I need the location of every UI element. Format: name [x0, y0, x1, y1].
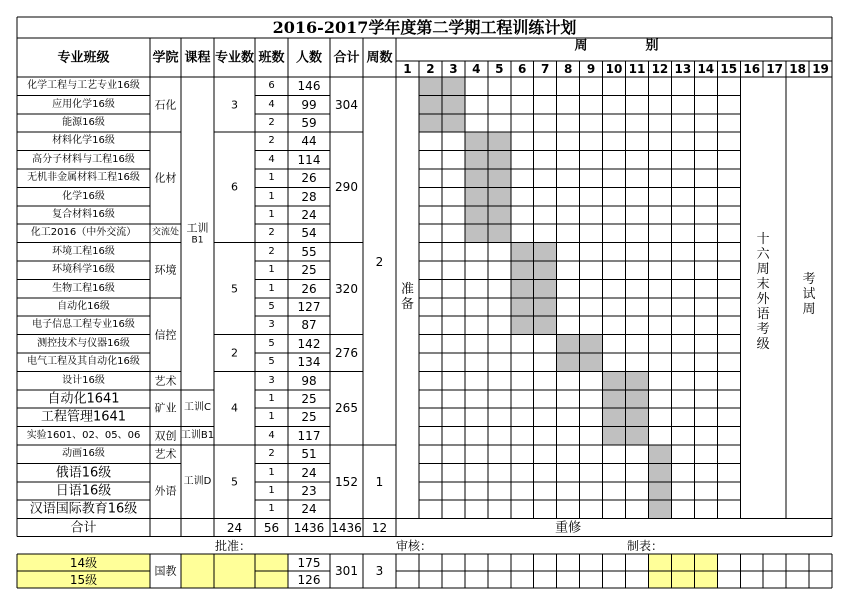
sig-prepare: 制表：	[627, 539, 664, 553]
week18-19-label: 考试周	[802, 272, 816, 317]
row-major: 化工2016（中外交流）	[30, 227, 137, 239]
row-major: 生物工程16级	[52, 282, 115, 294]
college-cell: 矿业	[154, 401, 177, 415]
college-cell: 艺术	[154, 374, 177, 388]
course-cell: B1	[191, 235, 204, 246]
row-classes: 1	[268, 485, 275, 496]
row-major: 实验1601、02、05、06	[26, 429, 141, 441]
week-number: 6	[518, 62, 527, 76]
row-classes: 1	[268, 209, 275, 220]
prep-label: 准备	[400, 282, 414, 312]
extra-people: 126	[297, 572, 321, 587]
row-classes: 3	[268, 374, 275, 386]
summary-class-count: 56	[263, 520, 280, 535]
week-number: 19	[812, 62, 829, 76]
week-number: 4	[472, 62, 481, 76]
row-major: 自动化16级	[57, 301, 110, 312]
row-classes: 6	[268, 80, 275, 92]
course-cell: 工训	[186, 221, 209, 235]
row-classes: 1	[268, 282, 275, 294]
row-major: 动画16级	[62, 448, 105, 460]
header-major-count: 专业数	[214, 50, 255, 65]
row-people: 44	[301, 134, 317, 149]
row-major: 测控技术与仪器16级	[37, 337, 130, 349]
extra-people: 175	[297, 555, 321, 570]
college-cell: 艺术	[154, 447, 177, 461]
header-weeks: 周数	[366, 50, 393, 65]
group-total-cell: 276	[335, 346, 358, 360]
page-title: 2016-2017学年度第二学期工程训练计划	[272, 17, 577, 37]
row-major: 环境工程16级	[52, 245, 115, 257]
course-cell: 工训B1	[180, 429, 215, 441]
summary-weeks: 12	[371, 520, 388, 535]
row-major: 化学16级	[62, 190, 105, 202]
row-major: 俄语16级	[55, 465, 112, 481]
week-span-cell: 1	[375, 474, 384, 489]
row-people: 28	[301, 189, 317, 204]
row-people: 25	[301, 263, 317, 278]
major-count-cell: 2	[231, 346, 238, 360]
week-number: 10	[605, 62, 623, 76]
sig-review: 审核：	[396, 539, 433, 553]
row-people: 24	[301, 208, 317, 222]
row-people: 87	[301, 318, 317, 333]
row-people: 117	[297, 428, 321, 443]
summary-retake: 重修	[555, 520, 582, 536]
row-major: 环境科学16级	[52, 264, 115, 276]
header-course: 课程	[184, 50, 211, 65]
row-major: 化学工程与工艺专业16级	[27, 80, 140, 92]
row-people: 23	[301, 484, 317, 498]
major-count-cell: 5	[231, 475, 238, 489]
header-total: 合计	[333, 50, 360, 65]
week-number: 11	[628, 62, 646, 76]
row-major: 材料化学16级	[52, 135, 115, 147]
week-number: 8	[563, 62, 573, 76]
row-classes: 1	[268, 264, 275, 276]
week-number: 14	[697, 62, 715, 76]
week-number: 15	[720, 62, 738, 76]
row-classes: 1	[268, 190, 275, 202]
row-classes: 1	[268, 503, 275, 515]
extra-major: 14级	[69, 555, 98, 570]
summary-total: 1436	[331, 520, 362, 535]
header-week-bie: 别	[645, 38, 659, 54]
row-people: 26	[301, 171, 317, 186]
row-people: 98	[301, 373, 317, 388]
extra-major: 15级	[69, 572, 98, 587]
group-total-cell: 290	[335, 180, 358, 195]
extra-weeks: 3	[375, 564, 384, 578]
row-classes: 1	[268, 172, 275, 184]
row-classes: 4	[268, 429, 275, 441]
row-classes: 1	[268, 411, 275, 423]
row-classes: 1	[268, 466, 275, 478]
college-cell: 石化	[154, 98, 177, 112]
row-people: 25	[301, 392, 317, 406]
row-people: 24	[301, 465, 317, 480]
course-cell: 工训C	[184, 402, 211, 414]
row-major: 能源16级	[62, 117, 105, 128]
row-people: 54	[301, 226, 317, 241]
college-cell: 信控	[154, 328, 177, 342]
row-classes: 3	[268, 319, 275, 331]
row-people: 134	[297, 355, 321, 370]
row-major: 电子信息工程专业16级	[32, 319, 135, 331]
group-total-cell: 304	[335, 97, 358, 112]
row-major: 复合材料16级	[52, 209, 115, 220]
row-classes: 2	[268, 117, 275, 128]
row-people: 127	[297, 300, 321, 314]
row-major: 自动化1641	[47, 391, 120, 407]
row-people: 142	[297, 336, 321, 351]
header-people: 人数	[295, 50, 323, 65]
extra-college: 国教	[154, 564, 177, 578]
row-classes: 1	[268, 393, 275, 404]
header-major: 专业班级	[57, 50, 110, 65]
row-people: 55	[301, 244, 317, 259]
group-total-cell: 265	[335, 401, 358, 416]
row-major: 电气工程及其自动化16级	[27, 356, 140, 368]
group-total-cell: 152	[335, 474, 358, 489]
row-people: 59	[301, 116, 317, 130]
extra-total: 301	[335, 564, 358, 578]
week-number: 18	[789, 62, 806, 76]
row-major: 汉语国际教育16级	[29, 501, 138, 517]
row-classes: 4	[268, 98, 275, 110]
row-major: 设计16级	[62, 374, 105, 386]
row-people: 51	[301, 447, 317, 462]
week-number: 2	[426, 62, 435, 76]
row-people: 146	[297, 79, 321, 94]
row-major: 高分子材料与工程16级	[32, 153, 135, 165]
header-week-zhou: 周	[574, 38, 588, 54]
week-number: 5	[495, 62, 504, 76]
major-count-cell: 3	[231, 98, 238, 112]
week-span-cell: 2	[375, 255, 384, 269]
major-count-cell: 5	[231, 282, 238, 296]
summary-people: 1436	[293, 520, 325, 535]
college-cell: 交流处	[151, 227, 180, 238]
row-classes: 4	[268, 153, 275, 165]
header-college: 学院	[152, 50, 179, 65]
row-classes: 5	[268, 337, 275, 349]
college-cell: 外语	[154, 484, 177, 498]
group-total-cell: 320	[335, 281, 358, 296]
week16-17-label: 十六周末外语考级	[756, 232, 770, 352]
college-cell: 双创	[154, 429, 177, 443]
row-classes: 5	[268, 356, 275, 368]
header-class-count: 班数	[258, 50, 285, 65]
row-people: 114	[297, 152, 321, 167]
week-number: 12	[651, 62, 669, 76]
row-classes: 5	[268, 301, 275, 312]
row-people: 25	[301, 410, 317, 425]
week-number: 3	[449, 62, 458, 76]
week-number: 9	[586, 62, 596, 76]
row-major: 应用化学16级	[52, 98, 115, 110]
week-number: 1	[403, 62, 412, 76]
row-people: 24	[301, 502, 317, 517]
row-classes: 2	[268, 227, 275, 239]
course-cell: 工训D	[183, 475, 212, 487]
row-classes: 2	[268, 245, 275, 257]
college-cell: 环境	[154, 263, 177, 277]
sig-approve: 批准：	[215, 539, 252, 553]
week-number: 16	[743, 62, 761, 76]
major-count-cell: 4	[231, 401, 238, 415]
row-people: 26	[301, 281, 317, 296]
week-number: 13	[674, 62, 692, 76]
row-people: 99	[301, 97, 317, 112]
row-classes: 2	[268, 135, 275, 147]
college-cell: 化材	[154, 171, 177, 185]
major-count-cell: 6	[231, 180, 238, 194]
row-major: 日语16级	[55, 483, 112, 499]
row-classes: 2	[268, 448, 275, 460]
week-number: 7	[540, 62, 550, 76]
summary-label: 合计	[70, 520, 97, 536]
week-number: 17	[766, 62, 784, 76]
row-major: 工程管理1641	[40, 409, 127, 425]
summary-major-count: 24	[226, 520, 243, 535]
row-major: 无机非金属材料工程16级	[27, 172, 140, 184]
